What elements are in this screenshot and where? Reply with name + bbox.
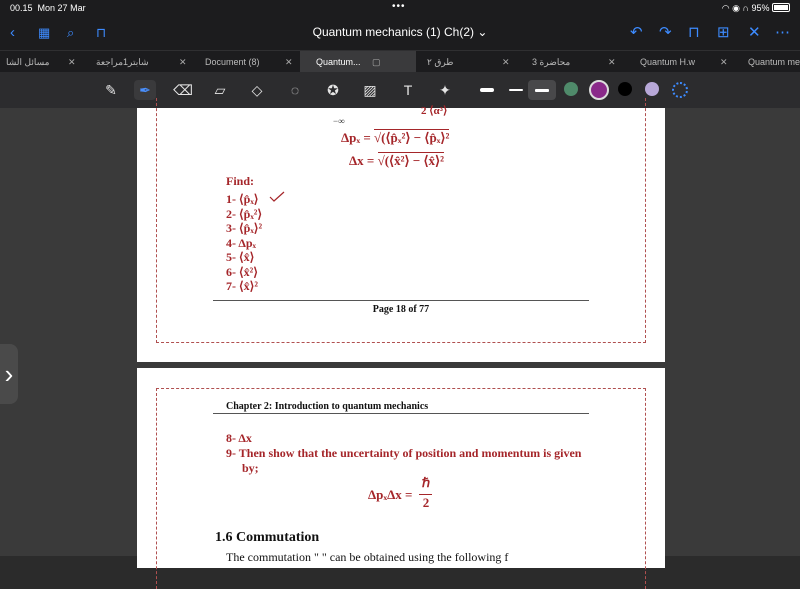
laser-pointer-icon[interactable]: ✦ [439, 82, 451, 98]
bookmark-icon[interactable]: ⊓ [96, 25, 107, 40]
redo-icon[interactable]: ↷ [659, 24, 672, 41]
status-bar [0, 0, 800, 16]
title-bar [0, 16, 800, 50]
tab[interactable]: طرق ٢ ✕ [415, 51, 511, 73]
integral-limit: −∞ [333, 116, 345, 126]
list-item: 1- ⟨p̂ₓ⟩ [226, 192, 259, 206]
tab[interactable]: محاضرة 3 ✕ [520, 51, 616, 73]
tab[interactable]: Quantum H.w ✕ [625, 51, 729, 73]
list-item: 4- Δpₓ [226, 235, 256, 250]
list-item: 7- ⟨x̂⟩² [226, 279, 258, 293]
section-body-text: The commutation " " can be obtained using the following f [226, 550, 509, 564]
item-8: 8- Δx [226, 431, 252, 445]
eraser-icon[interactable]: ⌫ [173, 82, 193, 98]
color-swatch-black[interactable] [618, 82, 632, 96]
sidebar-toggle-icon[interactable]: › [0, 344, 18, 404]
close-icon[interactable]: ✕ [608, 57, 616, 67]
tab-options-icon[interactable]: ▢ [372, 57, 381, 67]
header-rule [213, 413, 589, 414]
multitask-dots[interactable]: ••• [392, 1, 406, 12]
close-icon[interactable]: ✕ [720, 57, 728, 67]
read-mode-icon[interactable]: ✎ [105, 82, 117, 98]
add-page-icon[interactable]: ⊞ [717, 24, 730, 41]
tab-active[interactable]: Quantum... ▢ [300, 51, 416, 73]
wifi-icon: ◠ [721, 3, 730, 13]
stroke-medium-selected[interactable] [528, 80, 556, 100]
battery-icon [772, 3, 790, 12]
status-indicators [722, 3, 790, 14]
highlighter-icon[interactable]: ▱ [214, 82, 226, 98]
grid-view-icon[interactable]: ▦ [38, 25, 51, 40]
page-number: Page 18 of 77 [372, 304, 430, 315]
pen-tool-icon[interactable]: ✒ [134, 80, 156, 100]
close-icon[interactable]: ✕ [68, 57, 76, 67]
document-canvas[interactable] [0, 105, 800, 564]
stroke-medium-line [535, 89, 549, 92]
tab-bar [0, 50, 800, 73]
pdf-page-19: Chapter 2: Introduction to quantum mechanics 8- Δx 9- Then show that the uncertainty of position and momentum is given by; ΔpₓΔx = ℏ 2 1.6 Commutation The commutation " " can be obtained using the following f [137, 368, 665, 568]
stroke-thick[interactable] [480, 88, 494, 92]
color-swatch-green[interactable] [564, 82, 578, 96]
item-9-continued: by; [242, 461, 259, 475]
status-time: 00.15 Mon 27 Mar [10, 3, 86, 13]
integral-fragment: 2 ⟨α³⟩ [421, 105, 448, 117]
section-heading: 1.6 Commutation [215, 530, 320, 545]
find-list [226, 192, 262, 294]
close-editor-icon[interactable]: ✕ [748, 24, 761, 41]
more-icon[interactable]: ⋯ [775, 24, 790, 41]
close-icon[interactable]: ✕ [285, 57, 293, 67]
tab[interactable]: مسائل الشا ✕ [0, 51, 98, 73]
undo-icon[interactable]: ↶ [630, 24, 643, 41]
document-title[interactable]: Quantum mechanics (1) Ch(2) ⌄ [312, 25, 488, 39]
bookmark-page-icon[interactable]: ⊓ [688, 24, 700, 41]
search-icon[interactable]: ⌕ [67, 25, 75, 40]
list-item: 5- ⟨x̂⟩ [226, 250, 255, 264]
close-icon[interactable]: ✕ [502, 57, 510, 67]
location-icon: ◉ [732, 3, 740, 13]
item-9: 9- Then show that the uncertainty of position and momentum is given [226, 446, 582, 460]
shapes-icon[interactable]: ◇ [251, 82, 263, 98]
color-swatch-purple-selected[interactable] [589, 80, 609, 100]
text-tool-icon[interactable]: T [403, 82, 413, 98]
color-swatch-lavender[interactable] [645, 82, 659, 96]
lasso-icon[interactable]: ◌ [290, 82, 300, 98]
tab[interactable]: Document (8) ✕ [205, 51, 290, 73]
sticker-icon[interactable]: ✪ [327, 82, 339, 98]
chapter-header: Chapter 2: Introduction to quantum mechanics [226, 401, 429, 412]
find-title: Find: [226, 174, 255, 188]
list-item: 3- ⟨p̂ₓ⟩² [226, 221, 263, 235]
list-item: 6- ⟨x̂²⟩ [226, 264, 258, 279]
tab[interactable]: Quantum me [748, 57, 800, 67]
close-icon[interactable]: ✕ [179, 57, 187, 67]
delta-x-equation: Δx = √(⟨x̂²⟩ − ⟨x̂⟩² [349, 153, 445, 168]
footer-rule [213, 300, 589, 301]
pdf-page-18 [137, 105, 665, 362]
headphones-icon: ∩ [742, 3, 749, 13]
list-item: 2- ⟨p̂ₓ²⟩ [226, 206, 263, 221]
back-icon[interactable]: ‹ [10, 24, 15, 41]
battery-percent: 95% [751, 3, 770, 13]
image-icon[interactable]: ▨ [363, 82, 377, 98]
stroke-thin[interactable] [509, 89, 523, 91]
delta-p-equation: Δpₓ = √(⟨p̂ₓ²⟩ − ⟨p̂ₓ⟩² [341, 130, 450, 145]
handwritten-checkmark [269, 190, 285, 204]
tab[interactable]: شابتر1مراجعة ✕ [96, 51, 191, 73]
add-color-icon[interactable] [672, 82, 688, 98]
